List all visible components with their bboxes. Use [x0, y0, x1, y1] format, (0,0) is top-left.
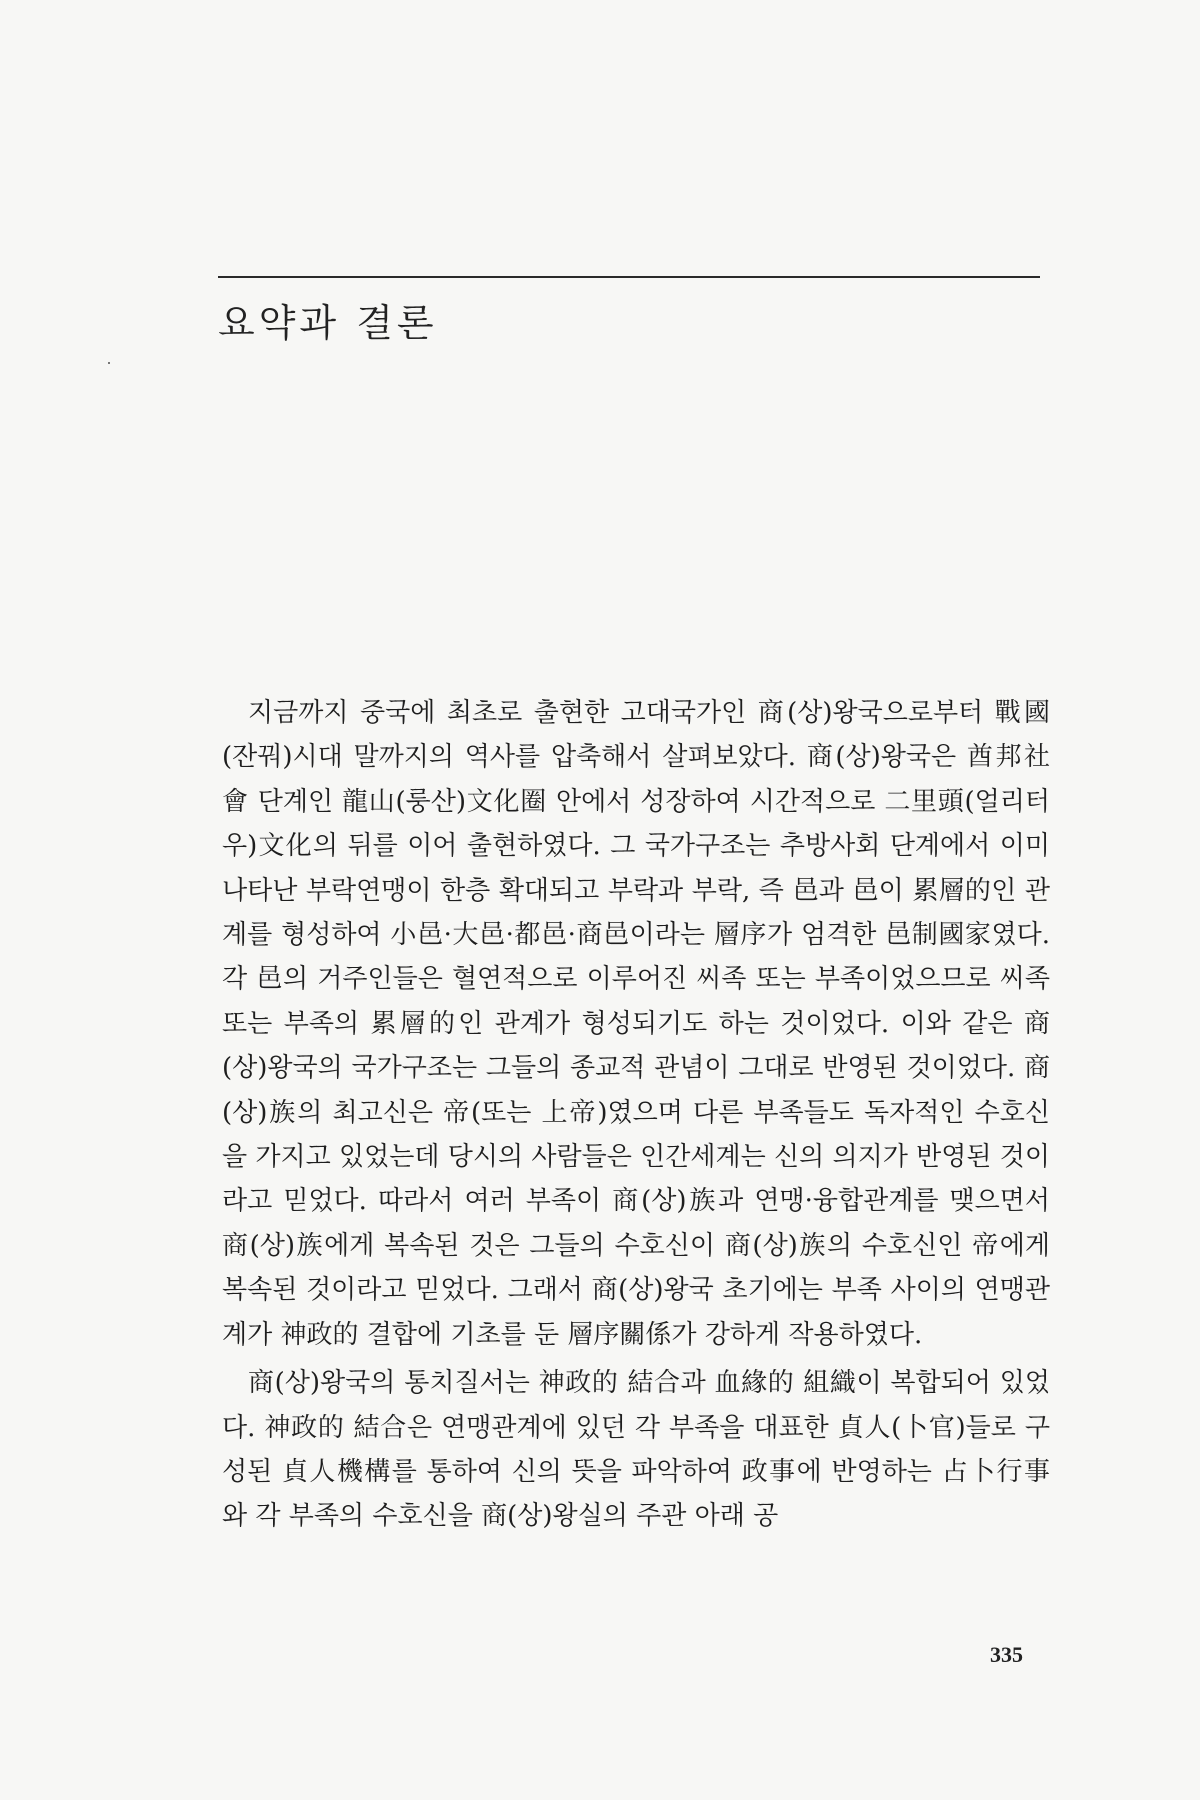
- page-number: 335: [990, 1642, 1023, 1667]
- paragraph-1: 지금까지 중국에 최초로 출현한 고대국가인 商(상)왕국으로부터 戰國(잔꿔)시대 말까지의 역사를 압축해서 살펴보았다. 商(상)왕국은 酋邦社會 단계인 龍山(룽산)文化圈 안에서 성장하여 시간적으로 二里頭(얼리터우)文化의 뒤를 이어 출현하였다. 그 국가구조는 추방사회 단계에서 이미 나타난 부락연맹이 한층 확대되고 부락과 부락, 즉 邑과 邑이 累層的인 관계를 형성하여 小邑·大邑·都邑·商邑이라는 層序가 엄격한 邑制國家였다. 각 邑의 거주인들은 혈연적으로 이루어진 씨족 또는 부족이었으므로 씨족 또는 부족의 累層的인 관계가 형성되기도 하는 것이었다. 이와 같은 商(상)왕국의 국가구조는 그들의 종교적 관념이 그대로 반영된 것이었다. 商(상)族의 최고신은 帝(또는 上帝)였으며 다른 부족들도 독자적인 수호신을 가지고 있었는데 당시의 사람들은 인간세계는 신의 의지가 반영된 것이라고 믿었다. 따라서 여러 부족이 商(상)族과 연맹·융합관계를 맺으면서 商(상)族에게 복속된 것은 그들의 수호신이 商(상)族의 수호신인 帝에게 복속된 것이라고 믿었다. 그래서 商(상)왕국 초기에는 부족 사이의 연맹관계가 神政的 결합에 기초를 둔 層序關係가 강하게 작용하였다.: [222, 698, 1050, 1350]
- paragraph-2: 商(상)왕국의 통치질서는 神政的 結合과 血緣的 組織이 복합되어 있었다. 神政的 結合은 연맹관계에 있던 각 부족을 대표한 貞人(卜官)들로 구성된 貞人機構를 통하여 신의 뜻을 파악하여 政事에 반영하는 占卜行事와 각 부족의 수호신을 商(상)왕실의 주관 아래 공: [222, 1368, 1050, 1532]
- margin-speck: [108, 362, 110, 364]
- body-text: [222, 691, 1050, 1539]
- page-title: 요약과 결론: [218, 301, 438, 345]
- title-rule: [218, 276, 1040, 278]
